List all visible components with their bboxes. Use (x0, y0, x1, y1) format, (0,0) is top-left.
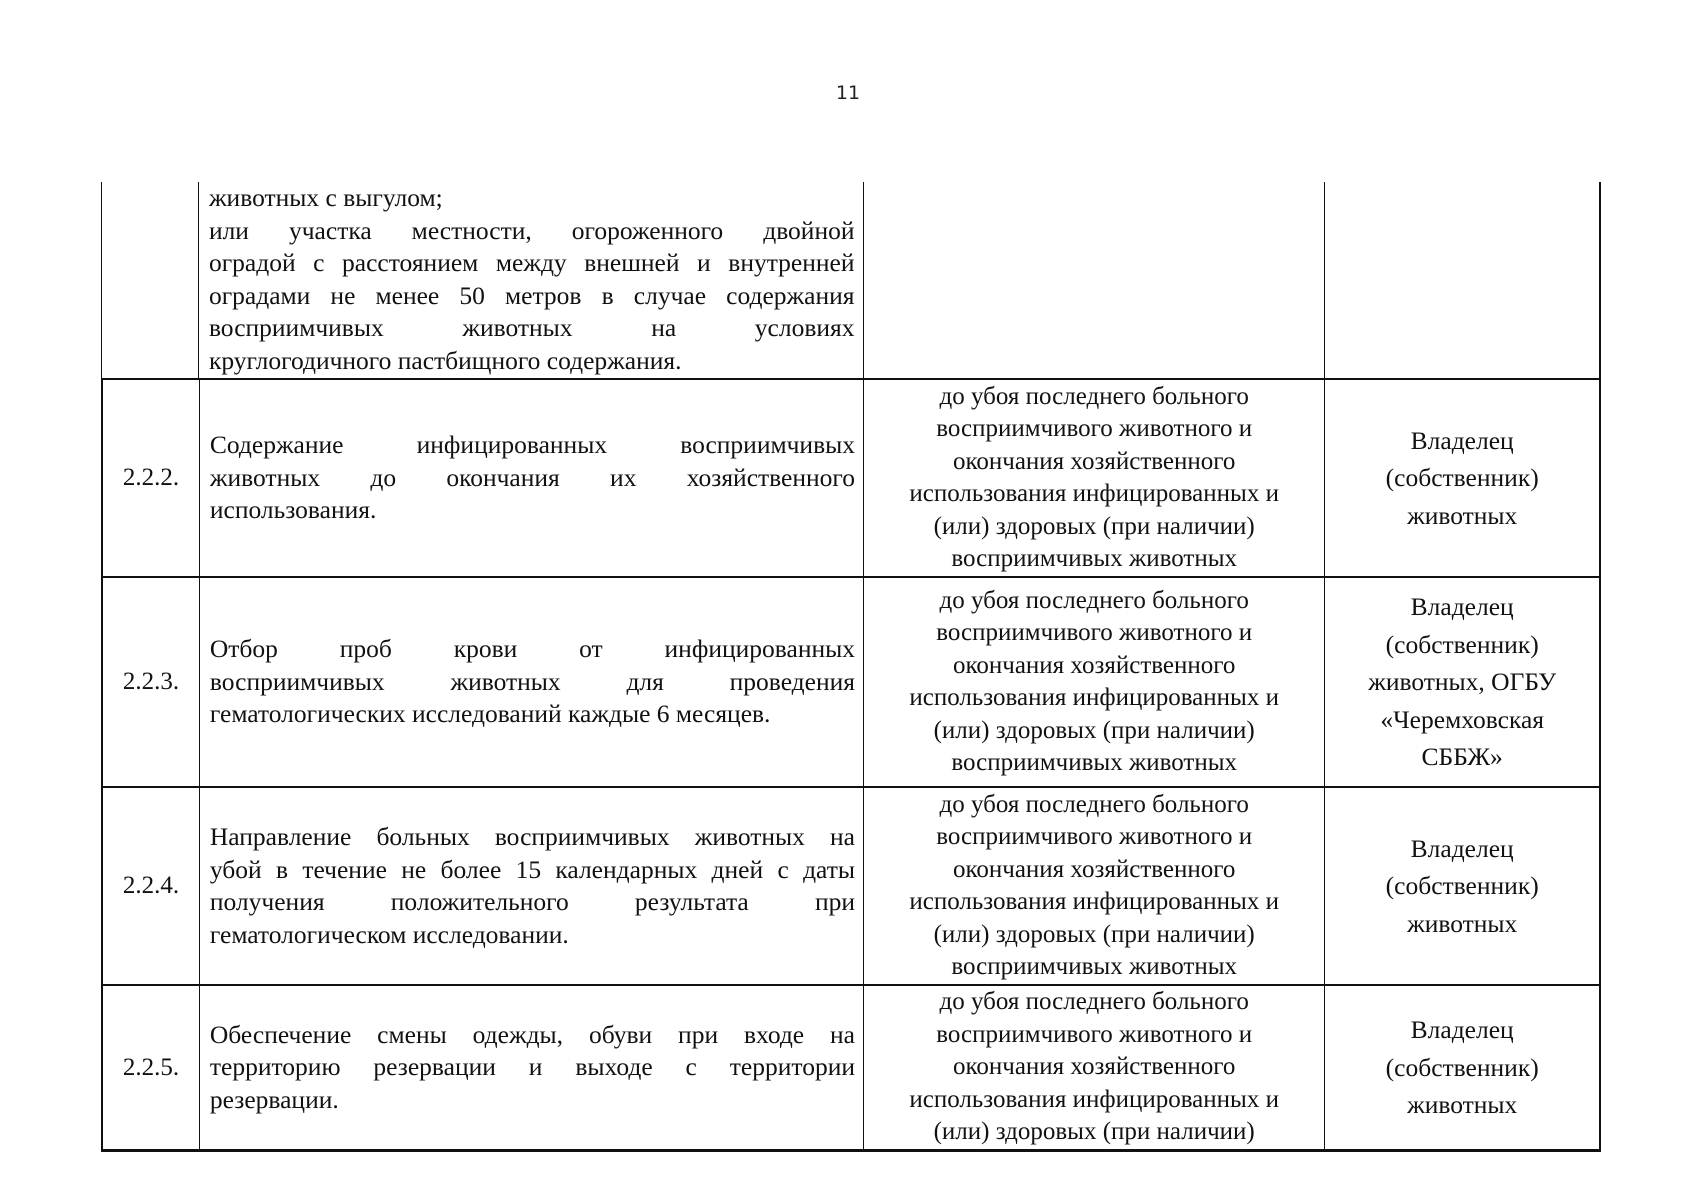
responsible-line: животных (1407, 500, 1518, 530)
responsible-cell (1325, 380, 1599, 576)
text-line: территорию резервации и выходе с территории (209, 1052, 855, 1082)
measure-text-cell (200, 788, 864, 984)
row-number-cell (102, 182, 199, 378)
term-line: использования инфицированных и (909, 684, 1279, 711)
measures-table (101, 182, 1601, 1152)
text-line: гематологическом исследовании. (209, 919, 569, 949)
term-line: восприимчивых животных (951, 953, 1238, 980)
responsible-line: Владелец (1410, 425, 1514, 455)
term-line: (или) здоровых (при наличии) (933, 1118, 1255, 1146)
term-line: восприимчивых животных (951, 545, 1238, 572)
text-line: восприимчивых животных на условиях (208, 313, 855, 342)
text-line: Обеспечение смены одежды, обуви при входе на (209, 1019, 855, 1049)
row-number: 2.2.5. (122, 1053, 180, 1081)
row-number-cell (103, 986, 200, 1149)
responsible-line: Владелец (1410, 833, 1514, 863)
measure-text (210, 633, 855, 731)
term-line: (или) здоровых (при наличии) (933, 716, 1255, 744)
term-line: использования инфицированных и (909, 888, 1279, 915)
term-text (864, 986, 1324, 1149)
term-text (864, 585, 1324, 780)
term-line: окончания хозяйственного (952, 447, 1236, 475)
text-line: круглогодичного пастбищного содержания. (208, 345, 682, 375)
text-line: Отбор проб крови от инфицированных (209, 634, 855, 664)
term-line: восприимчивого животного и (936, 1020, 1253, 1048)
term-line: (или) здоровых (при наличии) (933, 920, 1255, 948)
term-line: до убоя последнего больного (939, 988, 1249, 1016)
measure-text-cell (200, 578, 864, 786)
measure-text (209, 182, 855, 377)
term-text (864, 789, 1324, 984)
measure-text (210, 429, 855, 527)
measure-text (210, 821, 855, 951)
responsible-cell (1325, 788, 1599, 984)
text-line: резервации. (209, 1084, 339, 1114)
table-row (101, 380, 1601, 578)
text-line: животных до окончания их хозяйственного (209, 462, 855, 492)
text-line: использования. (209, 495, 377, 525)
term-cell (864, 986, 1325, 1149)
table-row-continuation (101, 182, 1601, 380)
responsible-line: СББЖ» (1421, 742, 1503, 772)
responsible-line: животных (1407, 1090, 1518, 1120)
term-line: до убоя последнего больного (939, 790, 1249, 818)
term-line: использования инфицированных и (909, 480, 1279, 507)
term-line: использования инфицированных и (909, 1085, 1279, 1113)
row-number-cell (103, 578, 200, 786)
term-line: до убоя последнего больного (939, 586, 1249, 614)
term-line: до убоя последнего больного (939, 382, 1249, 410)
text-line: гематологических исследований каждые 6 месяцев. (209, 699, 771, 729)
responsible-line: животных (1407, 908, 1518, 938)
term-line: восприимчивого животного и (936, 823, 1253, 850)
responsible-line: животных, ОГБУ (1368, 667, 1557, 697)
measure-text (210, 1019, 855, 1117)
term-line: окончания хозяйственного (952, 1053, 1236, 1081)
measure-text-cell (200, 986, 864, 1149)
responsible-cell (1325, 578, 1599, 786)
responsible-line: (собственник) (1385, 871, 1539, 901)
table-row (101, 986, 1601, 1152)
text-line: убой в течение не более 15 календарных дней с даты (209, 854, 855, 884)
row-number-cell (103, 788, 200, 984)
text-line: Содержание инфицированных восприимчивых (209, 430, 855, 460)
text-line: восприимчивых животных для проведения (209, 666, 855, 696)
responsible-text (1325, 588, 1599, 776)
term-cell (864, 578, 1325, 786)
responsible-line: Владелец (1410, 1015, 1514, 1045)
text-line: оградой с расстоянием между внешней и внутренней (208, 248, 855, 277)
measure-text-cell (199, 182, 864, 378)
responsible-cell (1325, 182, 1599, 378)
row-number: 2.2.3. (122, 668, 180, 695)
text-line: оградами не менее 50 метров в случае содержания (208, 280, 855, 310)
text-line: получения положительного результата при (209, 887, 855, 916)
term-text (864, 381, 1324, 576)
table-row (101, 578, 1601, 788)
responsible-line: (собственник) (1385, 463, 1539, 493)
term-cell (864, 182, 1326, 378)
page-number: 11 (835, 82, 861, 104)
table-row (101, 788, 1601, 986)
row-number: 2.2.4. (122, 872, 180, 899)
responsible-text (1325, 422, 1599, 535)
row-number: 2.2.2. (122, 464, 180, 491)
row-number-cell (103, 380, 200, 576)
term-cell (864, 380, 1325, 576)
term-cell (864, 788, 1325, 984)
responsible-line: Владелец (1410, 592, 1514, 622)
responsible-line: (собственник) (1385, 1052, 1539, 1082)
responsible-line: «Черемховская (1380, 704, 1544, 734)
responsible-cell (1325, 986, 1599, 1149)
text-line: или участка местности, огороженного двойной (208, 215, 855, 245)
term-line: восприимчивого животного и (936, 415, 1253, 442)
term-line: окончания хозяйственного (952, 855, 1236, 883)
term-line: (или) здоровых (при наличии) (933, 512, 1255, 540)
text-line: животных с выгулом; (208, 183, 443, 212)
term-line: окончания хозяйственного (952, 651, 1236, 679)
responsible-line: (собственник) (1385, 629, 1539, 659)
measure-text-cell (200, 380, 864, 576)
term-line: восприимчивого животного и (936, 619, 1253, 646)
responsible-text (1325, 830, 1599, 943)
text-line: Направление больных восприимчивых животных на (209, 822, 855, 851)
responsible-text (1325, 1011, 1599, 1124)
term-line: восприимчивых животных (951, 749, 1238, 776)
